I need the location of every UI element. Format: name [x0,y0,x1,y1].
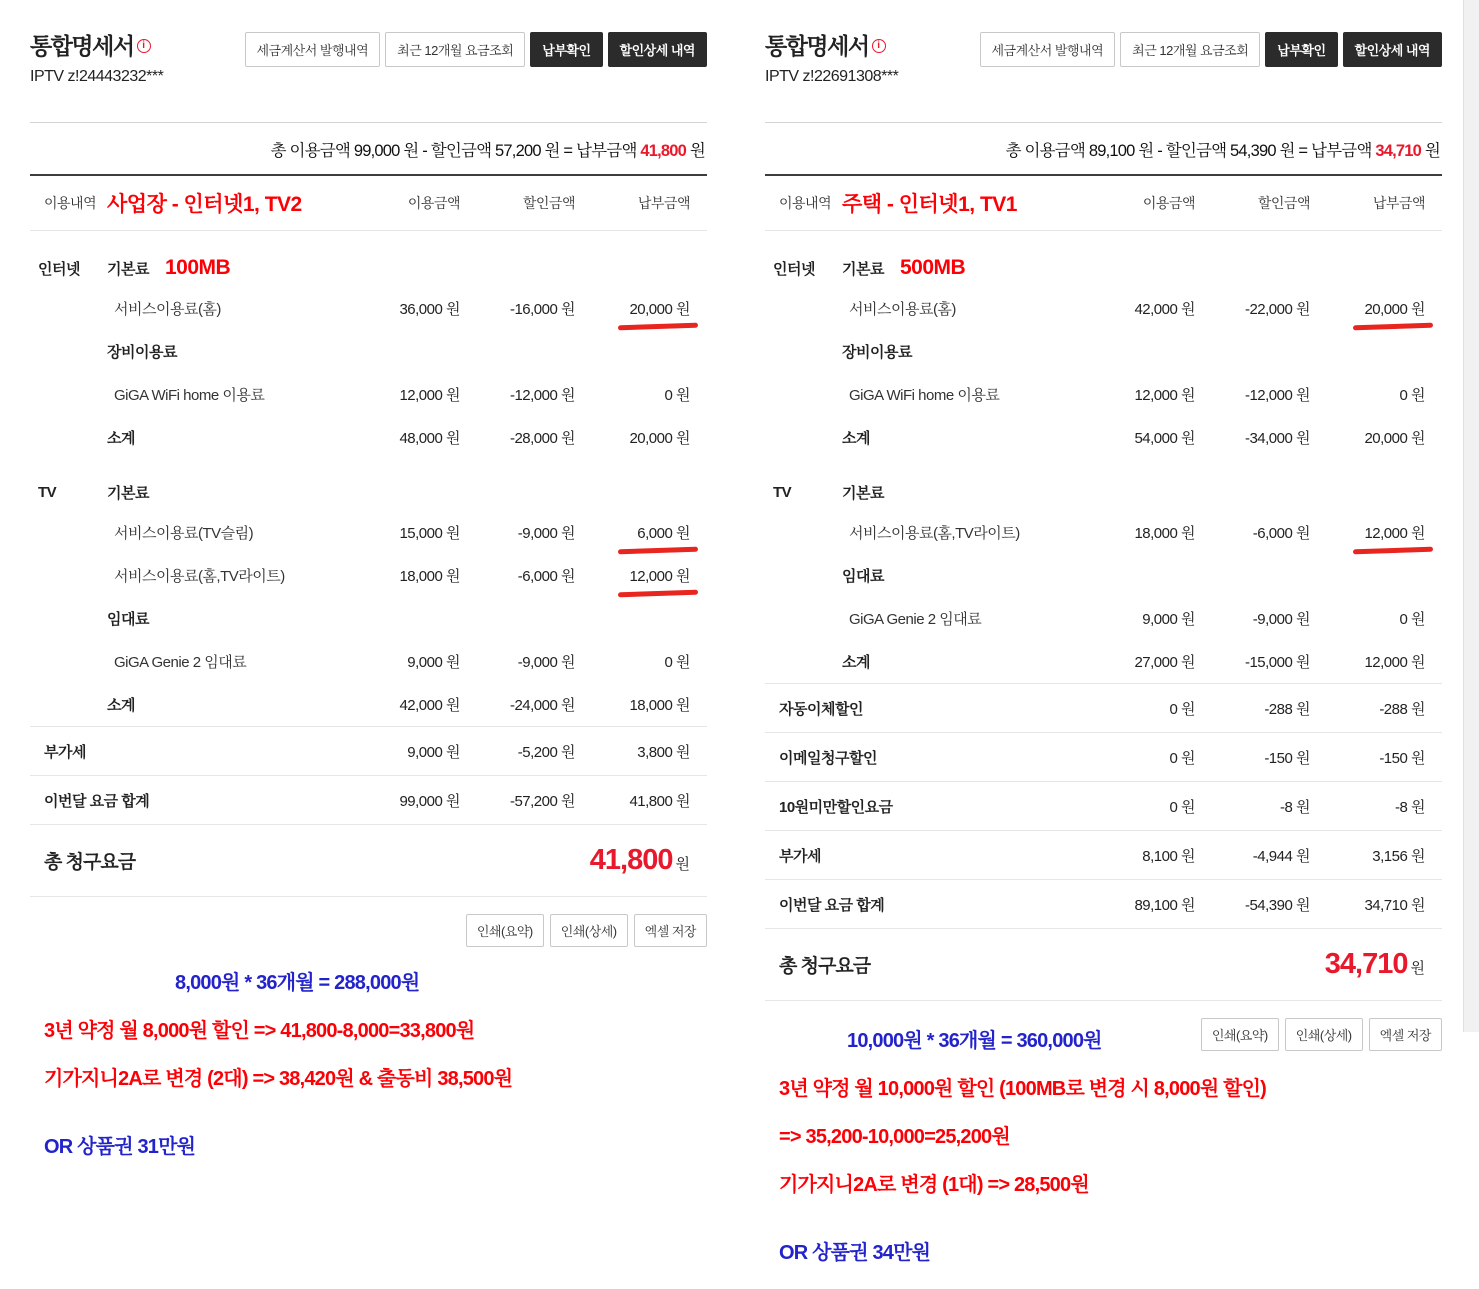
account-id: IPTV z!22691308*** [765,68,899,85]
cell-label [842,522,1085,543]
cell-value: -16,000 원 [509,301,575,318]
cell-value: 0 원 [1169,798,1195,816]
print-button[interactable]: 인쇄(요약) [466,914,544,947]
header-button[interactable]: 할인상세 내역 [608,32,707,67]
print-button[interactable]: 엑셀 저장 [634,914,707,947]
summary-text: 총 이용금액 99,000 원 - 할인금액 57,200 원 = 납부금액 [270,142,637,160]
cell-pay [1310,384,1425,405]
annotation-note: => 35,200-10,000=25,200원 [779,1126,1010,1148]
header-button[interactable]: 납부확인 [1265,32,1337,67]
cell-value: 89,100 원 [1134,896,1195,914]
cell-value: 20,000 원 [1364,430,1425,447]
table-row [30,597,707,640]
cell-usage [1085,298,1195,319]
total-value [590,844,690,877]
cell-value: -12,000 원 [509,387,575,404]
cell-usage [350,694,460,715]
header-button[interactable]: 할인상세 내역 [1343,32,1442,67]
cell-value: 36,000 원 [399,301,460,318]
cell-label-text: 소계 [842,430,870,447]
table-row [765,554,1442,597]
account-id: IPTV z!24443232*** [30,68,164,85]
cell-value: -12,000 원 [1244,387,1310,404]
print-buttons [1201,1018,1442,1051]
cell-discount [1195,747,1310,768]
cell-pay [575,384,690,405]
cell-label: 10원미만할인요금 [779,798,893,816]
table-row [30,373,707,416]
cell-label-text: GiGA WiFi home 이용료 [114,387,265,404]
cell-value: 3,156 원 [1372,847,1425,865]
table-row [765,459,1442,511]
summary-line [30,123,707,174]
col-header-discount: 할인금액 [1257,195,1310,211]
cell-value: -9,000 원 [517,654,575,671]
cell-label-text: GiGA Genie 2 임대료 [849,611,982,628]
cell-value: 9,000 원 [407,654,460,671]
total-amount: 34,710 [1324,948,1408,980]
cell-label [107,427,350,448]
cell-pay [575,741,690,762]
table-row [765,235,1442,287]
annotation-note: OR 상품권 34만원 [779,1242,931,1264]
speed-annotation: 500MB [899,256,966,279]
cell-label-text: 기본료 [842,484,884,502]
cell-usage [350,298,460,319]
speed-annotation: 100MB [164,256,231,279]
header-button[interactable]: 최근 12개월 요금조회 [1120,32,1260,67]
cell-value: -6,000 원 [1252,525,1310,542]
cell-value: -8 원 [1395,798,1425,816]
col-header-usage: 이용금액 [1142,195,1195,211]
cell-value: -6,000 원 [517,568,575,585]
header-buttons [245,32,708,67]
cell-value: -150 원 [1379,749,1425,767]
cell-value: 18,000 원 [629,697,690,714]
cell-label-text: 임대료 [107,611,149,628]
cell-pay [1310,796,1425,817]
cell-label-text: GiGA WiFi home 이용료 [849,387,1000,404]
cell-label-text: 서비스이용료(홈) [849,301,956,318]
table-row [765,640,1442,683]
cell-value: 34,710 원 [1364,896,1425,914]
table-header-row [30,176,707,230]
header-button[interactable]: 최근 12개월 요금조회 [385,32,525,67]
annotation-notes [30,966,707,1159]
table-row [765,732,1442,781]
cell-label [842,482,1085,503]
cell-discount [460,651,575,672]
cell-value: 15,000 원 [399,525,460,542]
table-row [30,287,707,330]
cell-value: 9,000 원 [1142,611,1195,628]
cell-value: 12,000 원 [399,387,460,404]
cell-discount [1195,651,1310,672]
total-amount: 41,800 [589,844,673,876]
col-header-usage: 이용금액 [407,195,460,211]
table-row [765,287,1442,330]
cell-label-text: 기본료 [107,484,149,502]
cell-pay [1310,651,1425,672]
col-header-pay: 납부금액 [1372,195,1425,211]
cell-value: 12,000 원 [629,568,690,585]
cell-value: 18,000 원 [399,568,460,585]
cell-category: TV [38,483,57,501]
footer-inline [765,1018,1442,1053]
cell-value: -34,000 원 [1244,430,1310,447]
cell-label [107,608,350,629]
cell-discount [1195,608,1310,629]
col-header-usage-detail: 이용내역 [779,195,832,211]
cell-pay [1310,894,1425,915]
cell-label-text: 장비이용료 [107,344,177,361]
cell-label-text: 기본료 [842,261,884,278]
summary-text: 총 이용금액 89,100 원 - 할인금액 54,390 원 = 납부금액 [1005,142,1372,160]
cell-value: 27,000 원 [1134,654,1195,671]
cell-usage [350,427,460,448]
cell-value: -288 원 [1264,700,1310,718]
table-row [765,416,1442,459]
summary-amount: 41,800 [640,142,687,160]
cell-label-text: GiGA Genie 2 임대료 [114,654,247,671]
cell-value: 0 원 [1169,700,1195,718]
cell-value: 99,000 원 [399,792,460,810]
annotation-note: 8,000원 * 36개월 = 288,000원 [175,972,420,994]
table-row [765,781,1442,830]
cell-pay [575,694,690,715]
cell-usage [350,565,460,586]
cell-label [107,651,350,672]
summary-amount: 34,710 [1375,142,1422,160]
cell-label [107,694,350,715]
cell-label-text: 서비스이용료(홈) [114,301,221,318]
cell-value: -9,000 원 [517,525,575,542]
total-value [1325,948,1425,981]
cell-usage [1085,698,1195,719]
header-buttons [980,32,1443,67]
cell-value: 20,000 원 [629,430,690,447]
cell-value: 0 원 [1169,749,1195,767]
cell-value: 12,000 원 [1364,525,1425,542]
total-row [765,928,1442,1001]
cell-label: 이메일청구할인 [779,749,877,767]
col-header-usage-detail: 이용내역 [44,195,97,211]
cell-label: 부가세 [44,743,86,761]
cell-label-text: 서비스이용료(홈,TV라이트) [114,568,285,585]
table-row [30,511,707,554]
cell-label [842,256,1085,280]
cell-label [842,341,1085,362]
info-icon[interactable]: i [137,39,151,53]
cell-usage [1085,384,1195,405]
cell-value: 6,000 원 [637,525,690,542]
cell-usage [350,790,460,811]
cell-label [842,427,1085,448]
cell-pay [1310,747,1425,768]
cell-pay [1310,522,1425,543]
cell-label-text: 장비이용료 [842,344,912,361]
summary-unit: 원 [1424,142,1440,160]
cell-value: 20,000 원 [1364,301,1425,318]
cell-label-text: 소계 [842,654,870,671]
cell-pay [575,298,690,319]
cell-label: 자동이체할인 [779,700,863,718]
cell-value: 12,000 원 [1134,387,1195,404]
cell-value: 41,800 원 [629,792,690,810]
handwritten-annotation: 사업장 - 인터넷1, TV2 [107,193,302,216]
table-header-row [765,176,1442,230]
cell-usage [1085,845,1195,866]
cell-usage [1085,522,1195,543]
total-unit: 원 [675,856,690,873]
annotation-note: OR 상품권 31만원 [44,1136,196,1158]
cell-value: 42,000 원 [399,697,460,714]
cell-pay [1310,608,1425,629]
cell-discount [460,694,575,715]
header-button[interactable]: 세금계산서 발행내역 [245,32,381,67]
cell-discount [460,427,575,448]
cell-discount [1195,427,1310,448]
cell-label [107,256,350,280]
cell-category: TV [773,483,792,501]
table-body [30,230,707,824]
table-row [30,683,707,726]
cell-value: -5,200 원 [517,743,575,761]
cell-value: -9,000 원 [1252,611,1310,628]
statement-panel-business [30,28,707,1159]
cell-category: 인터넷 [773,260,815,278]
page-title: 통합명세서 [765,33,869,59]
cell-label [107,384,350,405]
cell-pay [575,651,690,672]
table-row [30,640,707,683]
cell-usage [1085,608,1195,629]
cell-value: -150 원 [1264,749,1310,767]
cell-pay [1310,298,1425,319]
cell-value: 9,000 원 [407,743,460,761]
handwritten-annotation: 주택 - 인터넷1, TV1 [842,193,1017,216]
cell-value: 8,100 원 [1142,847,1195,865]
cell-value: -288 원 [1379,700,1425,718]
cell-discount [460,741,575,762]
table-row [30,775,707,824]
annotation-note: 3년 약정 월 8,000원 할인 => 41,800-8,000=33,800원 [44,1020,475,1042]
header-button[interactable]: 세금계산서 발행내역 [980,32,1116,67]
table-row [765,330,1442,373]
annotation-note: 기가지니2A로 변경 (2대) => 38,420원 & 출동비 38,500원 [44,1068,513,1090]
cell-label-text: 서비스이용료(홈,TV라이트) [849,525,1020,542]
table-row [765,830,1442,879]
cell-usage [350,651,460,672]
info-icon[interactable]: i [872,39,886,53]
panel-header [765,28,1442,110]
cell-label: 이번달 요금 합계 [779,896,885,914]
cell-discount [460,384,575,405]
cell-discount [1195,698,1310,719]
cell-discount [460,298,575,319]
cell-discount [1195,845,1310,866]
cell-usage [1085,651,1195,672]
table-row [30,416,707,459]
cell-usage [350,741,460,762]
statement-panel-home [765,28,1442,1265]
cell-value: -15,000 원 [1244,654,1310,671]
print-button[interactable]: 엑셀 저장 [1369,1018,1442,1051]
total-row [30,824,707,897]
cell-label [842,384,1085,405]
cell-pay [1310,845,1425,866]
cell-value: 42,000 원 [1134,301,1195,318]
table-body [765,230,1442,928]
cell-pay [575,427,690,448]
cell-value: -28,000 원 [509,430,575,447]
col-header-discount: 할인금액 [522,195,575,211]
cell-label [107,522,350,543]
summary-unit: 원 [689,142,705,160]
cell-pay [1310,427,1425,448]
cell-value: 54,000 원 [1134,430,1195,447]
cell-usage [350,384,460,405]
cell-pay [575,565,690,586]
scrollbar[interactable] [1463,0,1479,1032]
cell-label-text: 기본료 [107,261,149,278]
cell-discount [1195,894,1310,915]
cell-category: 인터넷 [38,260,80,278]
total-unit: 원 [1410,960,1425,977]
table-row [765,597,1442,640]
cell-value: 20,000 원 [629,301,690,318]
table-row [765,879,1442,928]
cell-pay [575,790,690,811]
cell-label [107,482,350,503]
cell-label [842,298,1085,319]
annotation-note: 3년 약정 월 10,000원 할인 (100MB로 변경 시 8,000원 할인) [779,1078,1267,1100]
total-label: 총 청구요금 [779,956,871,977]
print-buttons [30,914,707,947]
cell-label [107,565,350,586]
cell-value: 48,000 원 [399,430,460,447]
summary-line [765,123,1442,174]
cell-discount [1195,384,1310,405]
cell-label [842,651,1085,672]
cell-value: 3,800 원 [637,743,690,761]
page-title: 통합명세서 [30,33,134,59]
cell-usage [1085,894,1195,915]
table-row [30,235,707,287]
cell-label-text: 서비스이용료(TV슬림) [114,525,254,542]
cell-value: 0 원 [664,387,690,404]
cell-label: 이번달 요금 합계 [44,792,150,810]
cell-pay [575,522,690,543]
cell-value: -22,000 원 [1244,301,1310,318]
print-button[interactable]: 인쇄(요약) [1201,1018,1279,1051]
print-button[interactable]: 인쇄(상세) [550,914,628,947]
cell-label: 부가세 [779,847,821,865]
cell-discount [1195,298,1310,319]
total-label: 총 청구요금 [44,852,136,873]
cell-pay [1310,698,1425,719]
cell-label-text: 소계 [107,430,135,447]
table-row [765,373,1442,416]
table-row [30,554,707,597]
col-header-pay: 납부금액 [637,195,690,211]
cell-usage [1085,427,1195,448]
cell-label [842,608,1085,629]
table-row [30,459,707,511]
cell-value: 12,000 원 [1364,654,1425,671]
annotation-notes [765,1072,1442,1265]
cell-value: 0 원 [1399,611,1425,628]
table-row [765,683,1442,732]
cell-label [107,298,350,319]
cell-value: -8 원 [1280,798,1310,816]
cell-discount [1195,796,1310,817]
panel-header [30,28,707,110]
cell-value: 18,000 원 [1134,525,1195,542]
cell-value: -4,944 원 [1252,847,1310,865]
table-row [30,726,707,775]
cell-value: -57,200 원 [509,792,575,810]
cell-label [107,341,350,362]
cell-usage [1085,747,1195,768]
cell-discount [1195,522,1310,543]
cell-value: -54,390 원 [1244,896,1310,914]
table-row [30,330,707,373]
cell-label-text: 소계 [107,697,135,714]
cell-value: 0 원 [1399,387,1425,404]
table-row [765,511,1442,554]
cell-usage [1085,796,1195,817]
print-button[interactable]: 인쇄(상세) [1285,1018,1363,1051]
annotation-note: 10,000원 * 36개월 = 360,000원 [847,1030,1102,1052]
cell-label [842,565,1085,586]
header-button[interactable]: 납부확인 [530,32,602,67]
annotation-note: 기가지니2A로 변경 (1대) => 28,500원 [779,1174,1089,1196]
cell-label-text: 임대료 [842,568,884,585]
cell-discount [460,790,575,811]
cell-usage [350,522,460,543]
cell-value: 0 원 [664,654,690,671]
cell-discount [460,565,575,586]
cell-discount [460,522,575,543]
cell-value: -24,000 원 [509,697,575,714]
